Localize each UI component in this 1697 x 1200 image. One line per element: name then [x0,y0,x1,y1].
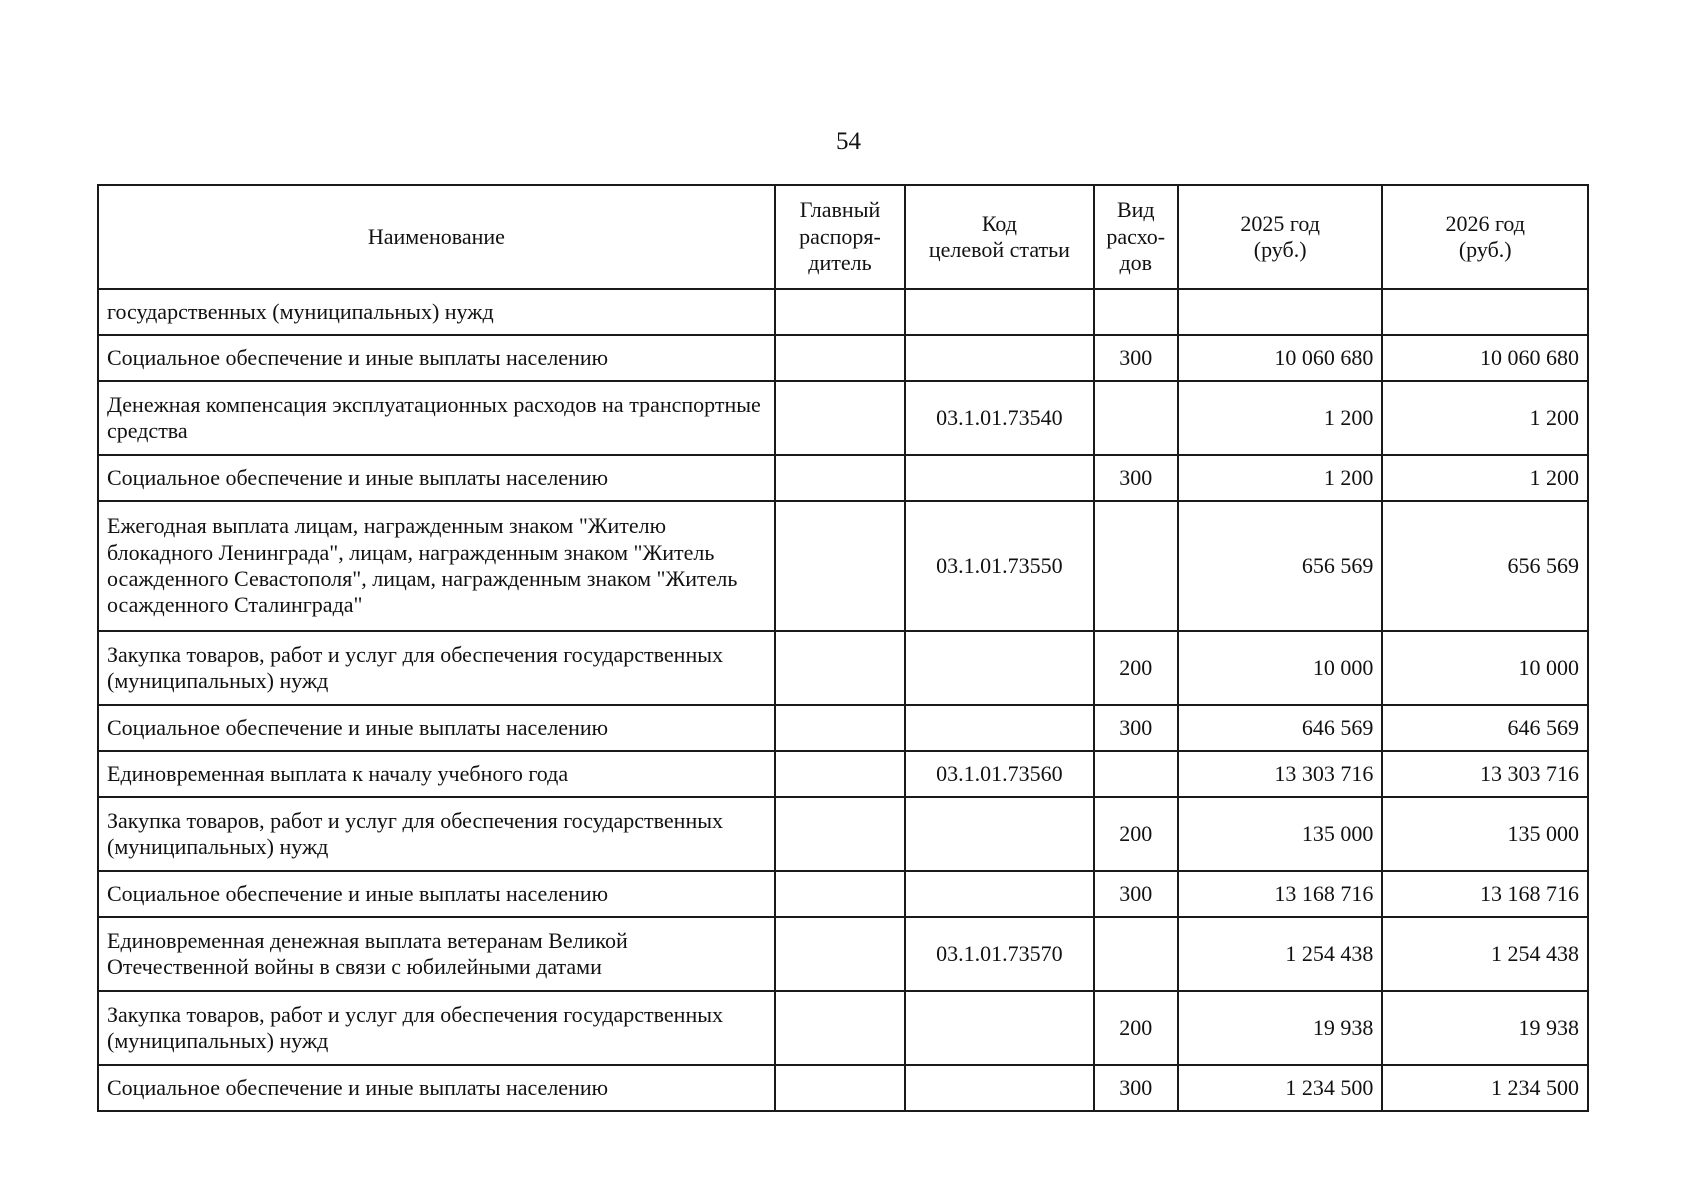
cell-year-2025: 656 569 [1178,501,1383,631]
cell-main-manager [775,1065,905,1111]
table-row [98,705,1588,751]
cell-expense-type: 300 [1094,335,1178,381]
cell-name: Социальное обеспечение и иные выплаты населению [98,1065,775,1111]
cell-name: Единовременная денежная выплата ветеранам Великой Отечественной войны в связи с юбилейными датами [98,917,775,991]
page-number: 54 [836,128,861,155]
cell-year-2025: 1 254 438 [1178,917,1383,991]
table-row [98,335,1588,381]
cell-name: Денежная компенсация эксплуатационных расходов на транспортные средства [98,381,775,455]
cell-year-2026: 1 254 438 [1382,917,1588,991]
header-expense-type-line: расхо- [1106,223,1166,249]
cell-year-2025: 1 200 [1178,381,1383,455]
cell-year-2025: 10 000 [1178,631,1383,705]
table-row [98,917,1588,991]
cell-main-manager [775,289,905,335]
cell-main-manager [775,381,905,455]
cell-year-2026 [1382,289,1588,335]
cell-target-code [905,991,1094,1065]
cell-target-code [905,705,1094,751]
cell-expense-type: 200 [1094,631,1178,705]
cell-year-2026: 13 303 716 [1382,751,1588,797]
cell-name: Закупка товаров, работ и услуг для обеспечения государственных (муниципальных) нужд [98,991,775,1065]
cell-year-2025: 13 168 716 [1178,871,1383,917]
cell-main-manager [775,871,905,917]
cell-name: Социальное обеспечение и иные выплаты населению [98,871,775,917]
header-target-code [905,185,1094,289]
header-year-2025 [1178,185,1383,289]
cell-expense-type [1094,289,1178,335]
cell-name: Социальное обеспечение и иные выплаты населению [98,335,775,381]
cell-target-code [905,631,1094,705]
header-year-2025-line: (руб.) [1253,237,1307,262]
cell-main-manager [775,335,905,381]
cell-main-manager [775,991,905,1065]
table-body [98,289,1588,1111]
cell-expense-type: 300 [1094,705,1178,751]
header-expense-type-line: дов [1119,250,1153,276]
header-year-2026 [1382,185,1588,289]
table-row [98,381,1588,455]
table-row [98,631,1588,705]
cell-expense-type: 300 [1094,455,1178,501]
table-row [98,797,1588,871]
table-row [98,871,1588,917]
cell-target-code: 03.1.01.73560 [905,751,1094,797]
header-target-code-line: целевой статьи [928,237,1070,262]
table-row [98,455,1588,501]
cell-name: Закупка товаров, работ и услуг для обеспечения государственных (муниципальных) нужд [98,797,775,871]
cell-main-manager [775,705,905,751]
cell-year-2026: 656 569 [1382,501,1588,631]
cell-expense-type [1094,917,1178,991]
cell-year-2025 [1178,289,1383,335]
cell-year-2026: 646 569 [1382,705,1588,751]
cell-name: Закупка товаров, работ и услуг для обеспечения государственных (муниципальных) нужд [98,631,775,705]
cell-target-code [905,289,1094,335]
cell-year-2025: 13 303 716 [1178,751,1383,797]
cell-main-manager [775,751,905,797]
header-main-manager-line: Главный [799,197,881,223]
cell-expense-type: 300 [1094,1065,1178,1111]
cell-main-manager [775,455,905,501]
header-expense-type-line: Вид [1116,197,1155,223]
cell-main-manager [775,501,905,631]
cell-year-2025: 1 200 [1178,455,1383,501]
cell-expense-type: 200 [1094,797,1178,871]
cell-year-2025: 19 938 [1178,991,1383,1065]
cell-target-code: 03.1.01.73570 [905,917,1094,991]
cell-target-code: 03.1.01.73550 [905,501,1094,631]
cell-expense-type [1094,381,1178,455]
table-row [98,1065,1588,1111]
budget-table [97,184,1589,1112]
header-main-manager-line: дитель [808,250,872,276]
header-target-code-line: Код [981,210,1017,236]
cell-year-2026: 13 168 716 [1382,871,1588,917]
cell-year-2025: 10 060 680 [1178,335,1383,381]
table-row [98,991,1588,1065]
cell-target-code [905,335,1094,381]
header-main-manager [775,185,905,289]
table-row [98,751,1588,797]
header-expense-type [1094,185,1178,289]
cell-main-manager [775,631,905,705]
cell-main-manager [775,797,905,871]
cell-year-2026: 19 938 [1382,991,1588,1065]
header-year-2026-line: 2026 год [1445,210,1525,236]
cell-target-code: 03.1.01.73540 [905,381,1094,455]
cell-expense-type [1094,751,1178,797]
table-row [98,289,1588,335]
header-main-manager-line: распоря- [799,223,881,249]
cell-year-2025: 646 569 [1178,705,1383,751]
cell-year-2026: 1 234 500 [1382,1065,1588,1111]
cell-name: Ежегодная выплата лицам, награжденным знаком "Жителю блокадного Ленинграда", лицам, награжденным знаком "Житель осажденного Севастополя", лицам, награжденным знаком "Житель осажденного Сталинграда" [98,501,775,631]
header-year-2025-line: 2025 год [1240,210,1320,236]
cell-name: государственных (муниципальных) нужд [98,289,775,335]
cell-year-2026: 10 060 680 [1382,335,1588,381]
cell-expense-type: 300 [1094,871,1178,917]
cell-year-2026: 1 200 [1382,381,1588,455]
header-name: Наименование [98,185,775,289]
cell-name: Единовременная выплата к началу учебного года [98,751,775,797]
cell-expense-type: 200 [1094,991,1178,1065]
cell-year-2026: 1 200 [1382,455,1588,501]
table-row [98,501,1588,631]
cell-name: Социальное обеспечение и иные выплаты населению [98,705,775,751]
header-year-2026-line: (руб.) [1458,237,1512,262]
table-header-row [98,185,1588,289]
cell-year-2026: 10 000 [1382,631,1588,705]
cell-year-2025: 1 234 500 [1178,1065,1383,1111]
cell-target-code [905,455,1094,501]
cell-main-manager [775,917,905,991]
cell-year-2026: 135 000 [1382,797,1588,871]
cell-expense-type [1094,501,1178,631]
cell-name: Социальное обеспечение и иные выплаты населению [98,455,775,501]
cell-target-code [905,797,1094,871]
cell-year-2025: 135 000 [1178,797,1383,871]
cell-target-code [905,871,1094,917]
cell-target-code [905,1065,1094,1111]
